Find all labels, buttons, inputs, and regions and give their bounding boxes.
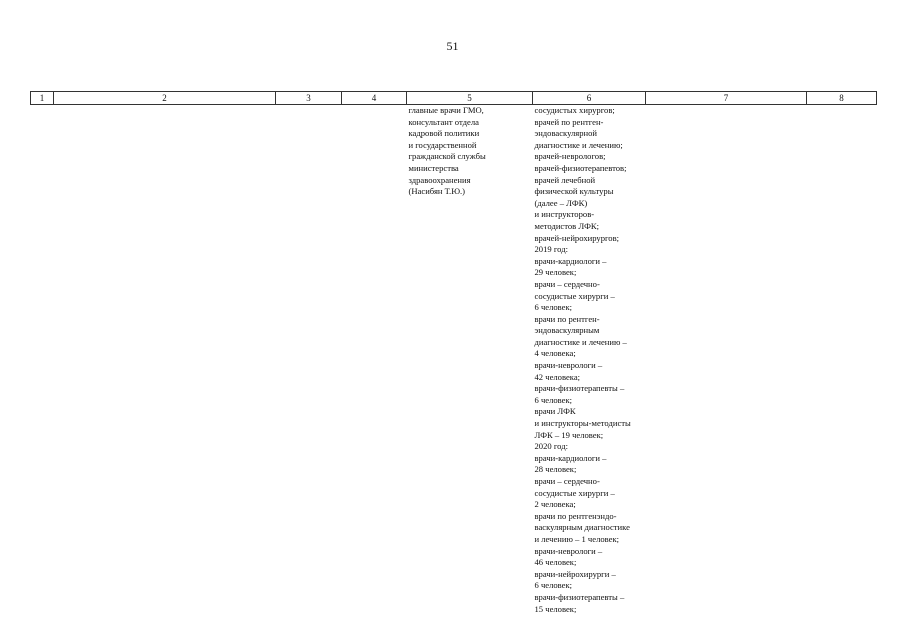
column-header-5: 5 bbox=[407, 92, 533, 105]
text-line: главные врачи ГМО, bbox=[408, 105, 484, 115]
column-header-2: 2 bbox=[54, 92, 276, 105]
text-line: эндоваскулярной bbox=[534, 128, 598, 139]
text-line: и государственной bbox=[408, 139, 477, 150]
text-line: министерства bbox=[408, 162, 459, 173]
table-row bbox=[31, 105, 877, 616]
text-line: врачи – сердечно- bbox=[534, 278, 600, 289]
document-table bbox=[30, 91, 877, 615]
text-line: сосудистые хирурги – bbox=[534, 290, 615, 301]
text-line: врачей по рентген- bbox=[534, 116, 604, 127]
text-line: врачи – сердечно- bbox=[534, 476, 600, 486]
text-line: врачи-неврологи – bbox=[534, 360, 603, 371]
column-header-8: 8 bbox=[807, 92, 877, 105]
text-line: гражданской службы bbox=[408, 151, 486, 162]
cell-col-4 bbox=[342, 105, 407, 616]
text-line: 4 человека; bbox=[534, 348, 576, 359]
text-line: врачи-физиотерапевты – bbox=[534, 383, 625, 394]
text-line: диагностике и лечению – bbox=[534, 336, 627, 347]
text-line: эндоваскулярным bbox=[534, 325, 600, 336]
text-line: 15 человек; bbox=[534, 603, 577, 614]
text-line: диагностике и лечению; bbox=[534, 139, 623, 150]
text-line: 2019 год: bbox=[534, 244, 568, 255]
cell-col-8 bbox=[807, 105, 877, 616]
cell-col-7 bbox=[646, 105, 807, 616]
column-header-4: 4 bbox=[342, 92, 407, 105]
text-line: 2020 год: bbox=[534, 441, 568, 452]
text-line: врачи-кардиологи – bbox=[534, 452, 607, 463]
text-line: 46 человек; bbox=[534, 557, 577, 568]
text-line: и инструкторов- bbox=[534, 209, 595, 220]
cell-col-1 bbox=[31, 105, 54, 616]
text-line: врачей-нейрохирургов; bbox=[534, 232, 620, 243]
column-header-3: 3 bbox=[276, 92, 342, 105]
text-line: 29 человек; bbox=[534, 267, 577, 278]
cell-col-3 bbox=[276, 105, 342, 616]
text-line: васкулярным диагностике bbox=[534, 522, 630, 533]
responsible-executors-text bbox=[409, 105, 531, 198]
text-line: 2 человека; bbox=[534, 499, 576, 510]
text-line: врачи по рентгенэндо- bbox=[534, 510, 617, 521]
text-line: физической культуры bbox=[534, 186, 614, 197]
specialists-training-text bbox=[535, 105, 644, 615]
text-line: врачи по рентген- bbox=[534, 313, 600, 324]
text-line: врачей лечебной bbox=[534, 174, 596, 185]
page-number: 51 bbox=[446, 39, 459, 53]
text-line: 42 человека; bbox=[534, 371, 581, 382]
text-line: врачей-физиотерапевтов; bbox=[534, 162, 627, 173]
text-line: 6 человек; bbox=[534, 580, 573, 591]
cell-col-2 bbox=[54, 105, 276, 616]
text-line: и инструкторы-методисты bbox=[534, 418, 631, 429]
text-line: сосудистые хирурги – bbox=[534, 487, 615, 498]
column-header-7: 7 bbox=[646, 92, 807, 105]
text-line: и лечению – 1 человек; bbox=[534, 533, 620, 544]
text-line: кадровой политики bbox=[408, 128, 480, 139]
text-line: сосудистых хирургов; bbox=[534, 105, 615, 115]
cell-col-6 bbox=[533, 105, 646, 616]
text-line: 6 человек; bbox=[534, 302, 573, 313]
cell-col-5 bbox=[407, 105, 533, 616]
text-line: методистов ЛФК; bbox=[534, 220, 599, 231]
text-line: здравоохранения bbox=[408, 174, 471, 185]
column-header-6: 6 bbox=[533, 92, 646, 105]
text-line: (далее – ЛФК) bbox=[534, 197, 588, 208]
column-header-1: 1 bbox=[31, 92, 54, 105]
text-line: 28 человек; bbox=[534, 464, 577, 475]
text-line: врачей-неврологов; bbox=[534, 151, 606, 162]
table-header-row bbox=[31, 92, 877, 105]
text-line: врачи-неврологи – bbox=[534, 545, 603, 556]
text-line: врачи-кардиологи – bbox=[534, 255, 607, 266]
text-line: ЛФК – 19 человек; bbox=[534, 429, 604, 440]
text-line: 6 человек; bbox=[534, 394, 573, 405]
text-line: врачи ЛФК bbox=[534, 406, 576, 417]
text-line: консультант отдела bbox=[408, 116, 479, 127]
text-line: врачи-нейрохирурги – bbox=[534, 568, 616, 579]
text-line: врачи-физиотерапевты – bbox=[534, 591, 625, 602]
text-line: (Насибян Т.Ю.) bbox=[408, 186, 466, 197]
